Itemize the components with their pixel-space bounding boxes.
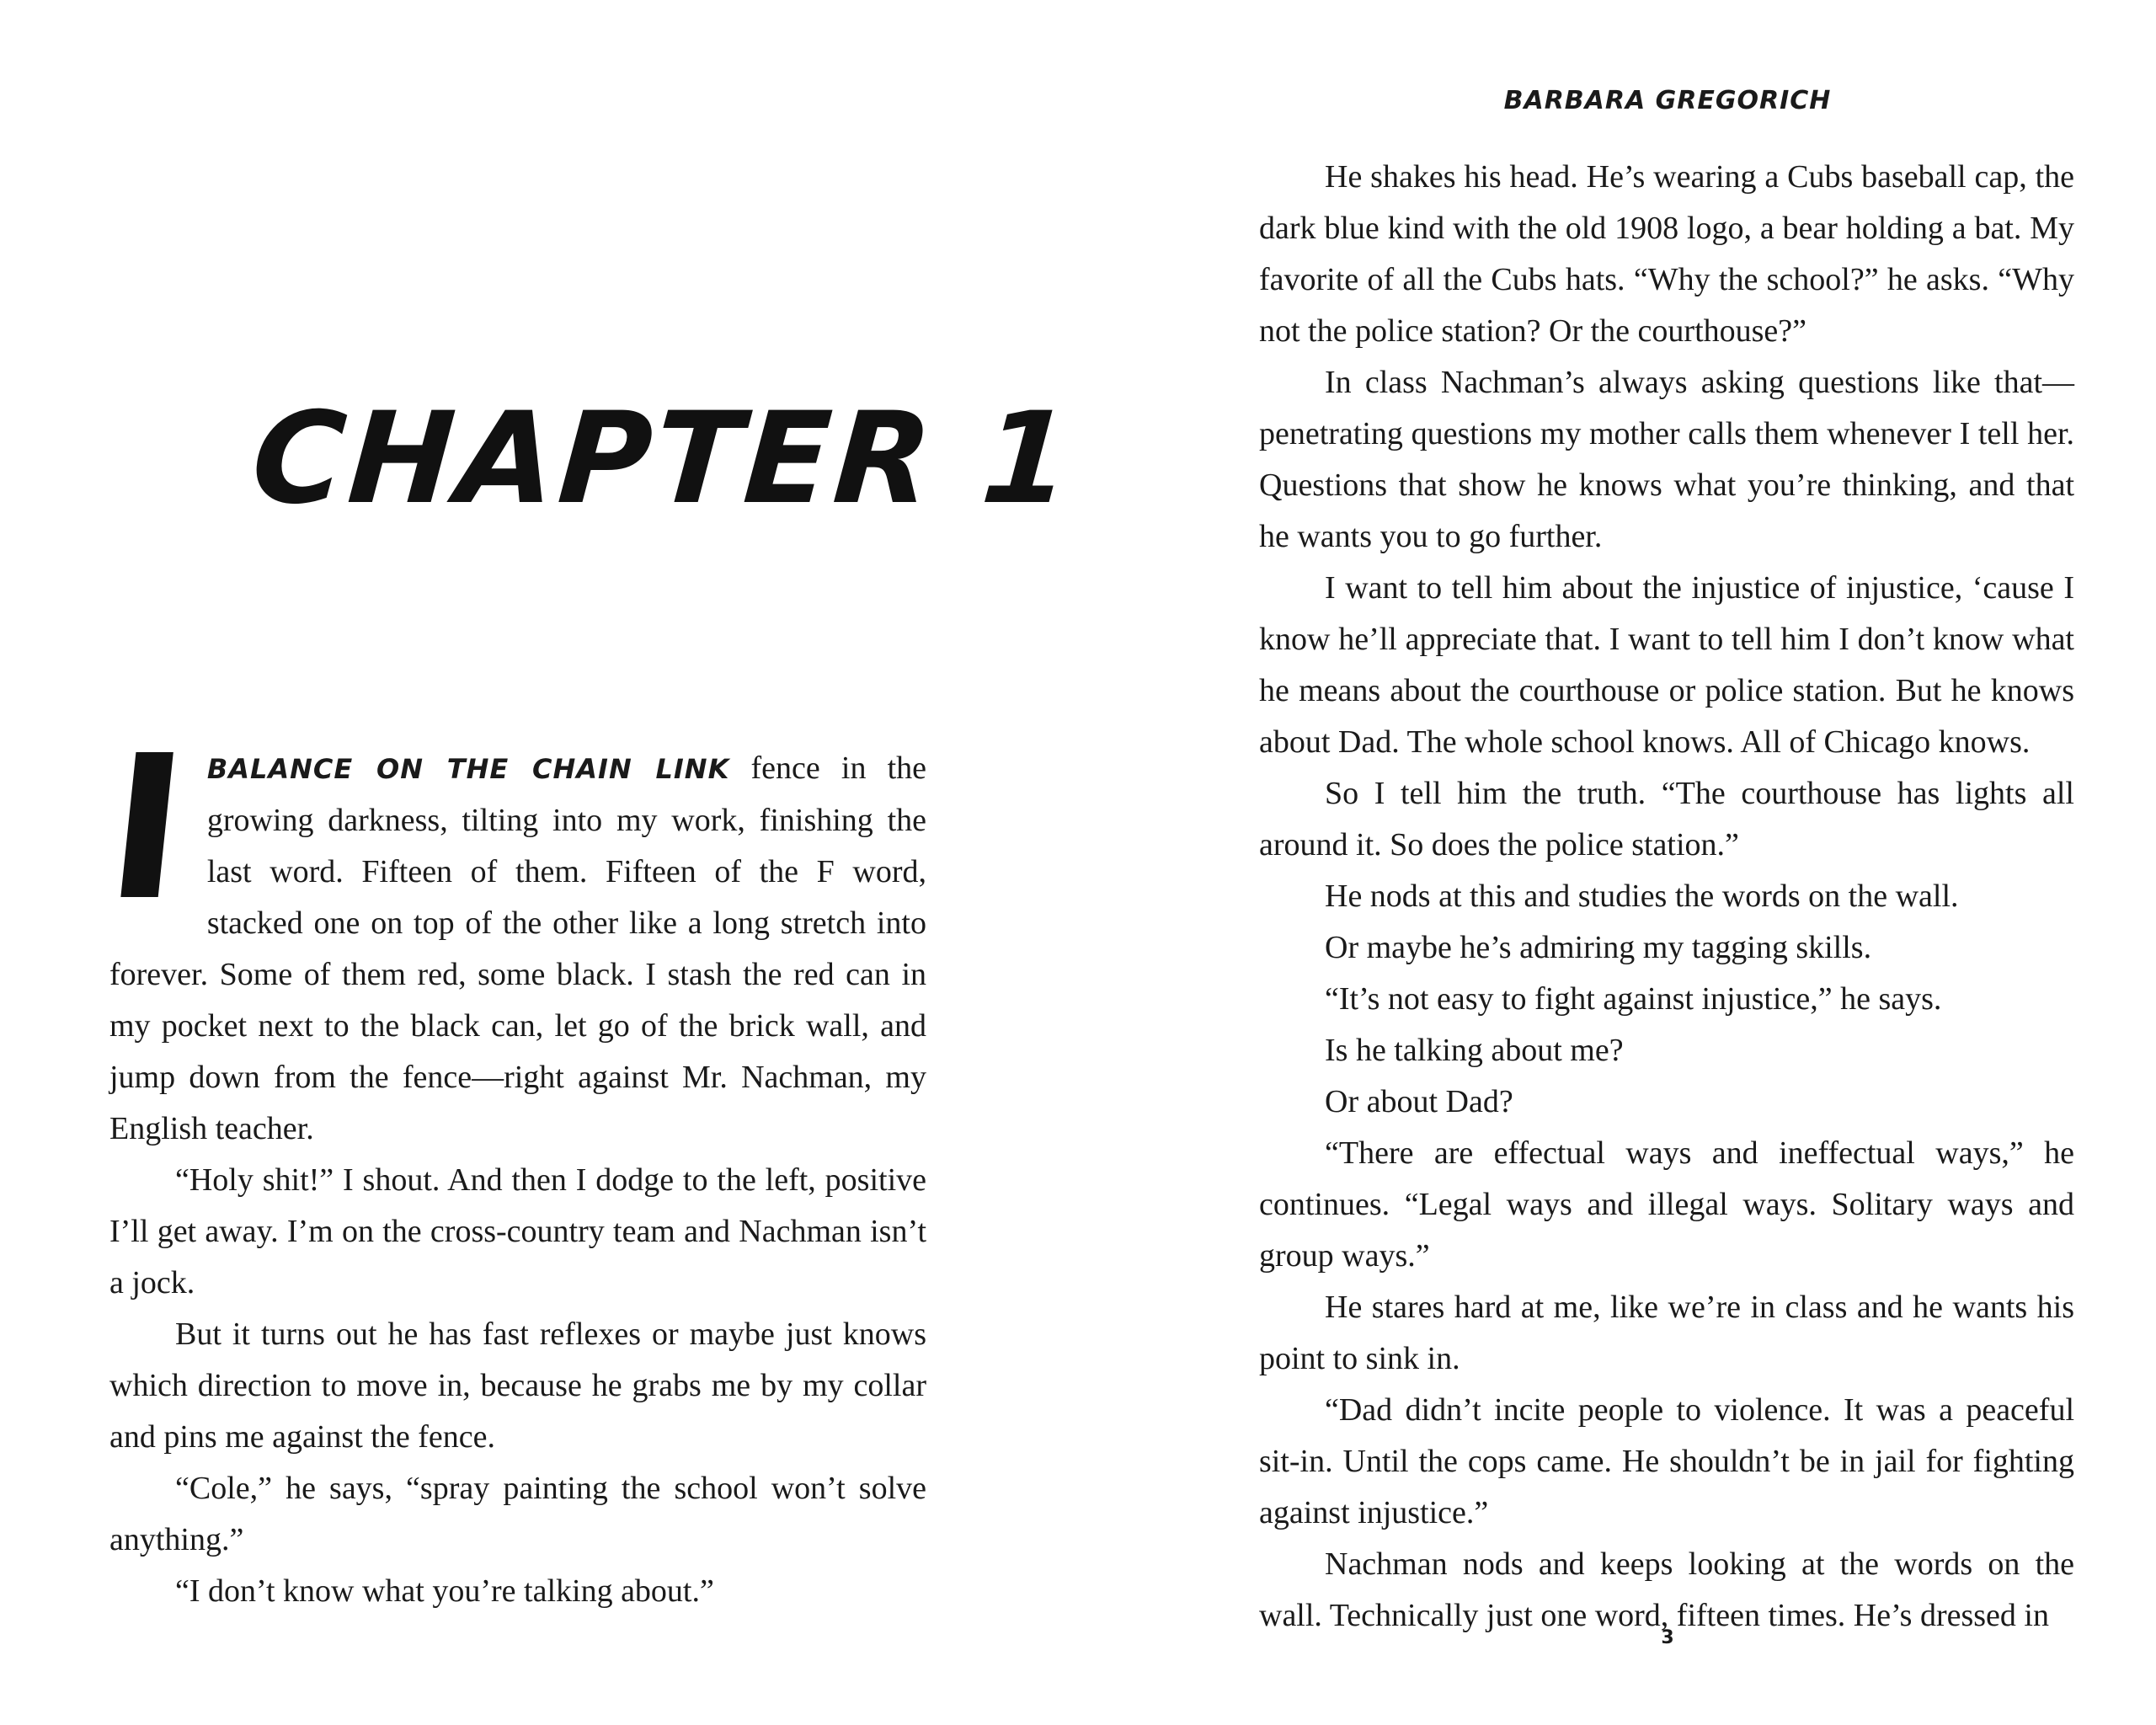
opening-paragraph: [97, 713, 927, 1155]
page-number: 3: [1661, 1627, 1674, 1648]
lead-in: BALANCE ON THE CHAIN LINK: [206, 753, 730, 785]
paragraph: “Cole,” he says, “spray painting the school won’t solve anything.”: [109, 1471, 926, 1557]
paragraph: But it turns out he has fast reflexes or maybe just knows which direction to move in, because he grabs me by my collar and pins me against the fence.: [109, 1316, 926, 1455]
paragraph: He stares hard at me, like we’re in class and he wants his point to sink in.: [1259, 1290, 2074, 1376]
paragraph: “Dad didn’t incite people to violence. It was a peaceful sit-in. Until the cops came. He shouldn’t be in jail for fighting against injustice.”: [1259, 1392, 2074, 1530]
paragraph: I want to tell him about the injustice of injustice, ‘cause I know he’ll appreciate that. I want to tell him I don’t know what he means about the courthouse or police station. But he knows about Dad. The whole school knows. All of Chicago knows.: [1259, 570, 2074, 760]
chapter-title: CHAPTER 1: [247, 386, 1079, 532]
paragraph: So I tell him the truth. “The courthouse has lights all around it. So does the police station.”: [1259, 776, 2074, 862]
paragraph: Is he talking about me?: [1325, 1033, 1624, 1068]
drop-cap: I: [97, 713, 196, 944]
paragraph: He nods at this and studies the words on the wall.: [1325, 879, 1959, 914]
paragraph: He shakes his head. He’s wearing a Cubs baseball cap, the dark blue kind with the old 1908 logo, a bear holding a bat. My favorite of all the Cubs hats. “Why the school?” he asks. “Why not the police station? Or the courthouse?”: [1259, 159, 2074, 349]
right-page: [1078, 0, 2156, 1725]
paragraph: “Holy shit!” I shout. And then I dodge to the left, positive I’ll get away. I’m on the cross-country team and Nachman isn’t a jock.: [109, 1162, 926, 1300]
paragraph: Or maybe he’s admiring my tagging skills.: [1325, 930, 1872, 965]
paragraph: “There are effectual ways and ineffectual ways,” he continues. “Legal ways and illegal ways. Solitary ways and group ways.”: [1259, 1135, 2074, 1274]
paragraph: Or about Dad?: [1325, 1084, 1513, 1119]
right-body-text: [1259, 152, 2074, 1642]
paragraph: Nachman nods and keeps looking at the words on the wall. Technically just one word, fifteen times. He’s dressed in: [1259, 1546, 2074, 1633]
paragraph: In class Nachman’s always asking questions like that—penetrating questions my mother calls them whenever I tell her. Questions that show he knows what you’re thinking, and that he wants you to go further.: [1259, 365, 2074, 554]
paragraph-text: fence in the growing darkness, tilting into my work, finishing the last word. Fifteen of them. Fifteen of the F word, stacked one on top of the other like a long stretch into forever. Some of them red, some black. I stash the red can in my pocket next to the black can, let go of the brick wall, and jump down from the fence—right against Mr. Nachman, my English teacher.: [109, 750, 927, 1146]
paragraph: “I don’t know what you’re talking about.”: [175, 1573, 714, 1609]
running-head: BARBARA GREGORICH: [1503, 86, 1832, 115]
paragraph: “It’s not easy to fight against injustice,” he says.: [1325, 981, 1942, 1017]
left-body-text: [97, 713, 927, 1617]
